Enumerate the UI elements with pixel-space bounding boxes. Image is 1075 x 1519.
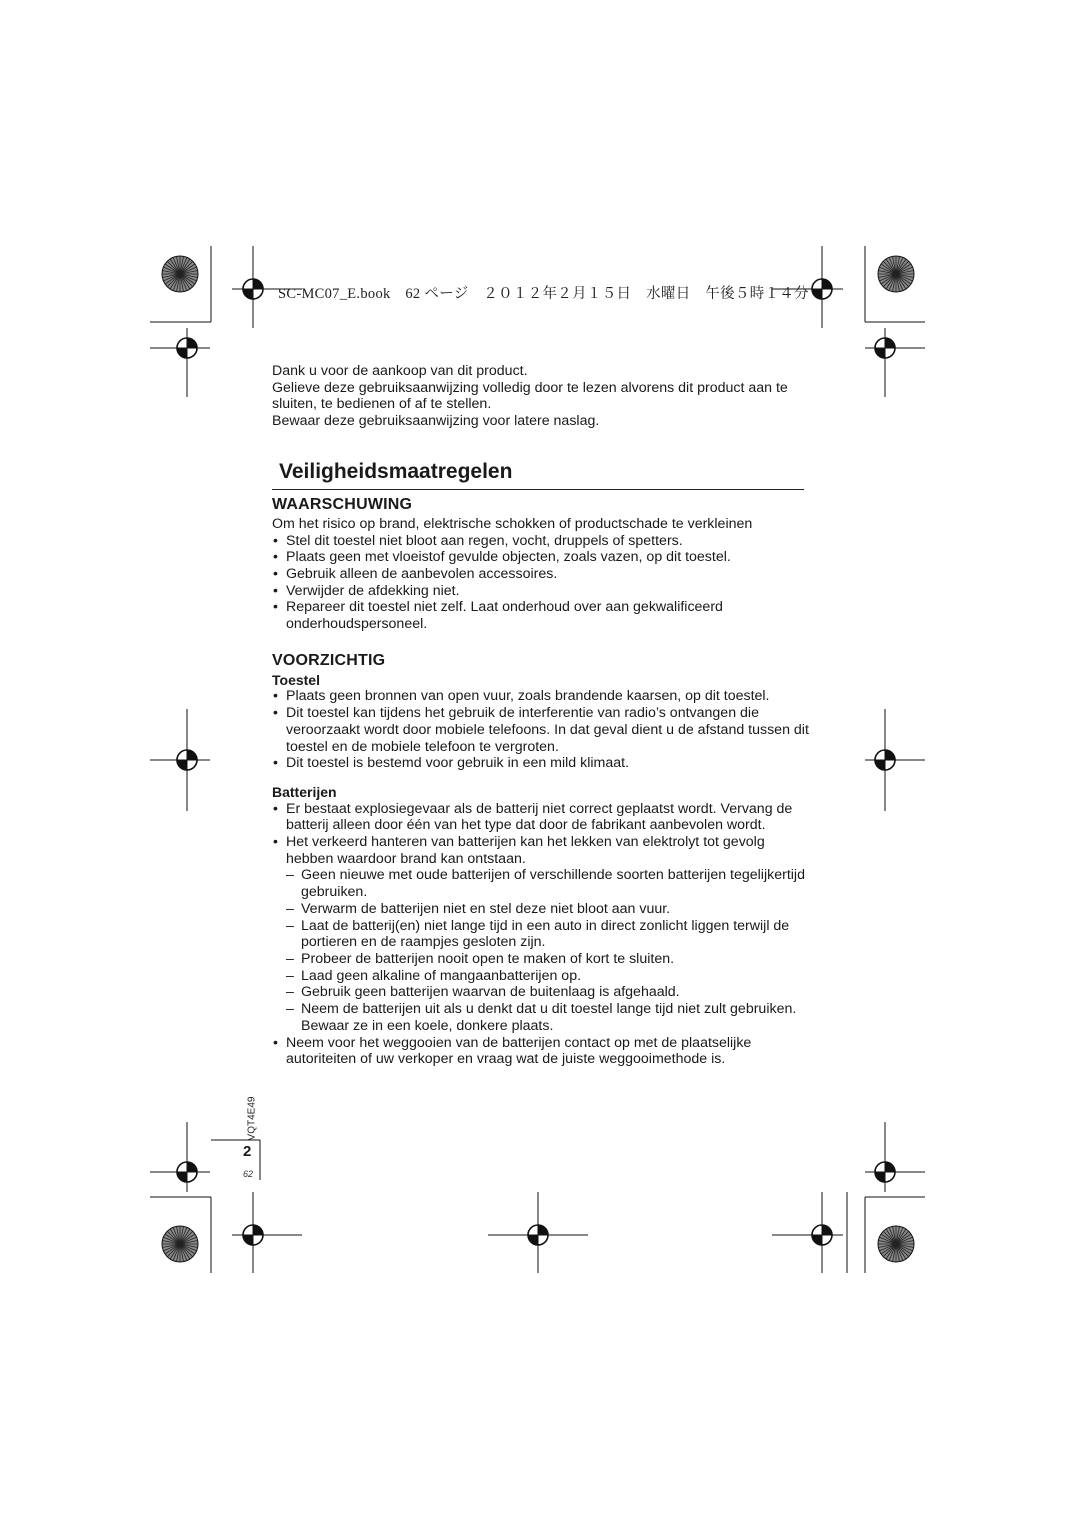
list-item: • Repareer dit toestel niet zelf. Laat onderhoud over aan gekwalificeerd onderhoudspersoneel. — [272, 599, 812, 632]
list-item: • Stel dit toestel niet bloot aan regen, vocht, druppels of spetters. — [272, 533, 812, 550]
caution-heading: VOORZICHTIG — [272, 651, 386, 669]
print-slug: SC-MC07_E.book 62 ページ ２０１２年２月１５日 水曜日 午後５時１４分 — [278, 286, 809, 302]
warning-list — [272, 533, 812, 633]
warning-lead: Om het risico op brand, elektrische schokken of productschade te verkleinen — [272, 515, 753, 532]
doc-code: VQT4E49 — [246, 1096, 258, 1141]
list-item: • Plaats geen bronnen van open vuur, zoals brandende kaarsen, op dit toestel. — [272, 688, 812, 705]
list-item: • Neem voor het weggooien van de batterijen contact op met de plaatselijke autoriteiten of uw verkoper en vraag wat de juiste weggooimethode is. — [272, 1035, 812, 1068]
list-item: • Verwijder de afdekking niet. — [272, 583, 812, 600]
sub-list-item: – Geen nieuwe met oude batterijen of verschillende soorten batterijen tegelijkertijd gebruiken. — [286, 867, 812, 900]
device-heading: Toestel — [272, 671, 320, 688]
page-number: 2 — [243, 1143, 252, 1160]
sub-list-item: – Neem de batterijen uit als u denkt dat u dit toestel lange tijd niet zult gebruiken. Bewaar ze in een koele, donkere plaats. — [286, 1001, 812, 1034]
device-list — [272, 688, 812, 772]
warning-heading: WAARSCHUWING — [272, 495, 413, 513]
list-item — [272, 834, 812, 1034]
list-item-text: Het verkeerd hanteren van batterijen kan het lekken van elektrolyt tot gevolg hebben waardoor brand kan ontstaan. — [286, 834, 765, 867]
sub-list-item: – Gebruik geen batterijen waarvan de buitenlaag is afgehaald. — [286, 984, 812, 1001]
intro-line: Dank u voor de aankoop van dit product. — [272, 363, 528, 379]
sub-list-item: – Verwarm de batterijen niet en stel deze niet bloot aan vuur. — [286, 901, 812, 918]
section-title: Veiligheidsmaatregelen — [272, 459, 804, 490]
list-item: • Er bestaat explosiegevaar als de batterij niet correct geplaatst wordt. Vervang de batterij alleen door één van het type dat door de fabrikant aanbevolen wordt. — [272, 801, 812, 834]
book-page-number: 62 — [243, 1169, 254, 1179]
list-item: • Gebruik alleen de aanbevolen accessoires. — [272, 566, 812, 583]
list-item: • Dit toestel kan tijdens het gebruik de interferentie van radio’s ontvangen die veroorzaakt wordt door mobiele telefoons. In dat geval dient u de afstand tussen dit toestel en de mobiele telefoon te vergroten. — [272, 705, 812, 755]
batteries-list — [272, 801, 812, 1068]
list-item: • Plaats geen met vloeistof gevulde objecten, zoals vazen, op dit toestel. — [272, 549, 812, 566]
intro — [272, 363, 812, 430]
sub-list-item: – Laad geen alkaline of mangaanbatterijen op. — [286, 968, 812, 985]
batteries-heading: Batterijen — [272, 783, 337, 800]
intro-line: Bewaar deze gebruiksaanwijzing voor latere naslag. — [272, 413, 600, 430]
sub-list-item: – Probeer de batterijen nooit open te maken of kort te sluiten. — [286, 951, 812, 968]
batteries-sublist — [286, 867, 812, 1034]
page-content — [272, 363, 812, 1068]
sub-list-item: – Laat de batterij(en) niet lange tijd in een auto in direct zonlicht liggen terwijl de portieren en de raampjes gesloten zijn. — [286, 918, 812, 951]
list-item: • Dit toestel is bestemd voor gebruik in een mild klimaat. — [272, 755, 812, 772]
intro-line: Gelieve deze gebruiksaanwijzing volledig door te lezen alvorens dit product aan te sluiten, te bedienen of af te stellen. — [272, 379, 788, 413]
